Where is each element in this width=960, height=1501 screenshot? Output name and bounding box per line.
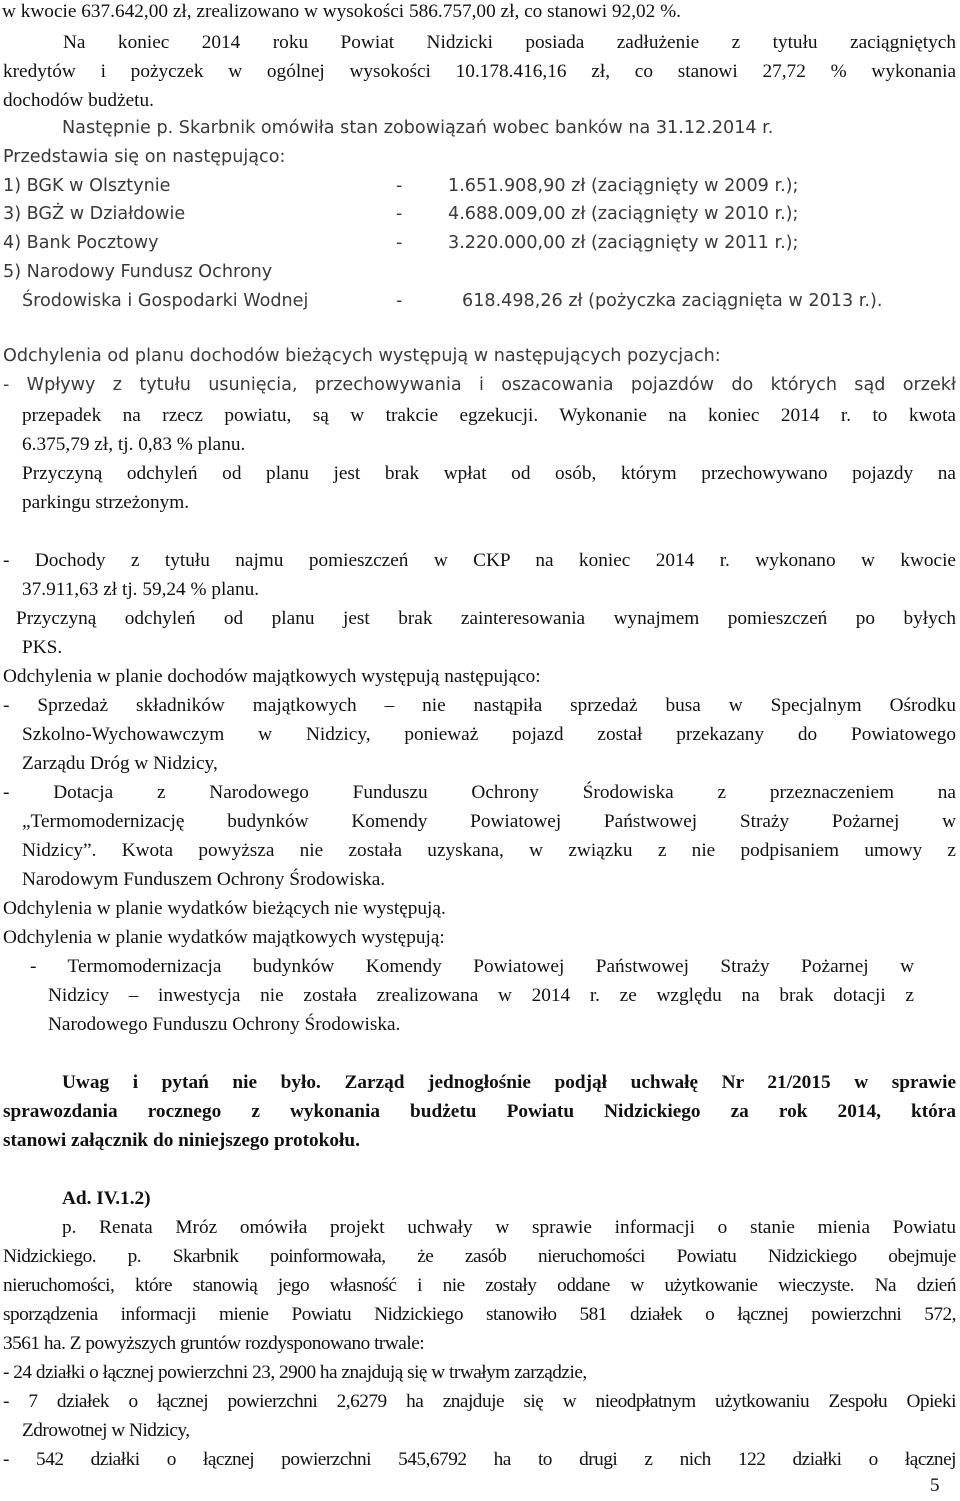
text-line: 6.375,79 zł, tj. 0,83 % planu. xyxy=(22,434,246,455)
section-heading: Ad. IV.1.2) xyxy=(62,1188,151,1209)
dash: - xyxy=(396,233,403,253)
text-line: Narodowego Funduszu Ochrony Środowiska. xyxy=(48,1014,401,1035)
text-line: 37.911,63 zł tj. 59,24 % planu. xyxy=(22,579,260,600)
text-line: przepadek na rzecz powiatu, są w trakcie egzekucji. Wykonanie na koniec 2014 r. to kwota xyxy=(22,405,956,426)
bank-amount: 4.688.009,00 zł (zaciągnięty w 2010 r.); xyxy=(448,204,799,224)
text-line: „Termomodernizację budynków Komendy Powiatowej Państwowej Straży Pożarnej w xyxy=(22,811,956,832)
text-line: Nidzicy”. Kwota powyższa nie została uzyskana, w związku z nie podpisaniem umowy z xyxy=(22,840,956,861)
bank-row xyxy=(0,178,960,200)
text-line: Zdrowotnej w Nidzicy, xyxy=(22,1420,190,1441)
text-line: - 24 działki o łącznej powierzchni 23, 2900 ha znajdują się w trwałym zarządzie, xyxy=(3,1362,587,1383)
text-line: Przyczyną odchyleń od planu jest brak zainteresowania wynajmem pomieszczeń po byłych xyxy=(16,608,956,629)
text-line: Odchylenia w planie wydatków bieżących nie występują. xyxy=(3,898,446,919)
text-line: dochodów budżetu. xyxy=(3,90,155,111)
text-line: - Dotacja z Narodowego Funduszu Ochrony Środowiska z przeznaczeniem na xyxy=(3,782,956,803)
text-line: Nidzickiego. p. Skarbnik poinformowała, że zasób nieruchomości Powiatu Nidzickiego obejmuje xyxy=(3,1246,956,1267)
text-line: parkingu strzeżonym. xyxy=(22,492,190,513)
dash: - xyxy=(396,291,403,311)
resolution-text: Uwag i pytań nie było. Zarząd jednogłośnie podjął uchwałę Nr 21/2015 w sprawie xyxy=(62,1072,956,1093)
bank-name: Środowiska i Gospodarki Wodnej xyxy=(22,291,309,311)
text-line: Nidzicy – inwestycja nie została zrealizowana w 2014 r. ze względu na brak dotacji z xyxy=(48,985,914,1006)
text-line: w kwocie 637.642,00 zł, zrealizowano w wysokości 586.757,00 zł, co stanowi 92,02 %. xyxy=(2,1,681,22)
text-line: Odchylenia w planie dochodów majątkowych występują następująco: xyxy=(3,666,541,687)
text-line: sporządzenia informacji mienie Powiatu Nidzickiego stanowiło 581 działek o łącznej powierzchni 572, xyxy=(3,1304,956,1325)
text-line: 5) Narodowy Fundusz Ochrony xyxy=(3,262,273,282)
text-line: - 7 działek o łącznej powierzchni 2,6279 ha znajduje się w nieodpłatnym użytkowaniu Zespołu Opieki xyxy=(3,1391,956,1412)
text-line: Odchylenia w planie wydatków majątkowych występują: xyxy=(3,927,445,948)
text-line: nieruchomości, które stanowią jego własność i nie zostały oddane w użytkowanie wieczyste. Na dzień xyxy=(3,1275,956,1296)
text-line: 3561 ha. Z powyższych gruntów rozdysponowano trwale: xyxy=(3,1333,425,1354)
text-line: - Termomodernizacja budynków Komendy Powiatowej Państwowej Straży Pożarnej w xyxy=(30,956,914,977)
dash: - xyxy=(396,204,403,224)
text-line: p. Renata Mróz omówiła projekt uchwały w sprawie informacji o stanie mienia Powiatu xyxy=(62,1217,956,1238)
bank-amount: 618.498,26 zł (pożyczka zaciągnięta w 2013 r.). xyxy=(462,291,883,311)
text-line: Przedstawia się on następująco: xyxy=(3,147,286,167)
text-line: Przyczyną odchyleń od planu jest brak wpłat od osób, którym przechowywano pojazdy na xyxy=(22,463,956,484)
text-line: Szkolno-Wychowawczym w Nidzicy, ponieważ pojazd został przekazany do Powiatowego xyxy=(22,724,956,745)
dash: - xyxy=(396,176,403,196)
text-line: - Wpływy z tytułu usunięcia, przechowywania i oszacowania pojazdów do których sąd orzekł xyxy=(3,375,956,395)
bank-row xyxy=(0,235,960,257)
text-line: - Sprzedaż składników majątkowych – nie nastąpiła sprzedaż busa w Specjalnym Ośrodku xyxy=(3,695,956,716)
text-line: kredytów i pożyczek w ogólnej wysokości 10.178.416,16 zł, co stanowi 27,72 % wykonania xyxy=(3,61,956,82)
bank-amount: 3.220.000,00 zł (zaciągnięty w 2011 r.); xyxy=(448,233,799,253)
text-line: Narodowym Funduszem Ochrony Środowiska. xyxy=(22,869,386,890)
bank-row xyxy=(0,206,960,228)
resolution-text: stanowi załącznik do niniejszego protokołu. xyxy=(3,1130,360,1151)
page-number: 5 xyxy=(930,1475,940,1496)
text-line: Zarządu Dróg w Nidzicy, xyxy=(22,753,218,774)
bank-name: 1) BGK w Olsztynie xyxy=(3,176,171,196)
bank-name: 4) Bank Pocztowy xyxy=(3,233,159,253)
bank-name: 3) BGŻ w Działdowie xyxy=(3,204,186,224)
text-line: - 542 działki o łącznej powierzchni 545,6792 ha to drugi z nich 122 działki o łącznej xyxy=(3,1449,956,1470)
resolution-text: sprawozdania rocznego z wykonania budżetu Powiatu Nidzickiego za rok 2014, która xyxy=(3,1101,956,1122)
bank-row xyxy=(0,293,960,315)
text-line: - Dochody z tytułu najmu pomieszczeń w CKP na koniec 2014 r. wykonano w kwocie xyxy=(3,550,956,571)
bank-amount: 1.651.908,90 zł (zaciągnięty w 2009 r.); xyxy=(448,176,799,196)
text-line: PKS. xyxy=(22,637,63,658)
text-line: Odchylenia od planu dochodów bieżących występują w następujących pozycjach: xyxy=(3,346,721,366)
text-line: Na koniec 2014 roku Powiat Nidzicki posiada zadłużenie z tytułu zaciągniętych xyxy=(63,32,956,53)
text-line: Następnie p. Skarbnik omówiła stan zobowiązań wobec banków na 31.12.2014 r. xyxy=(62,118,774,138)
